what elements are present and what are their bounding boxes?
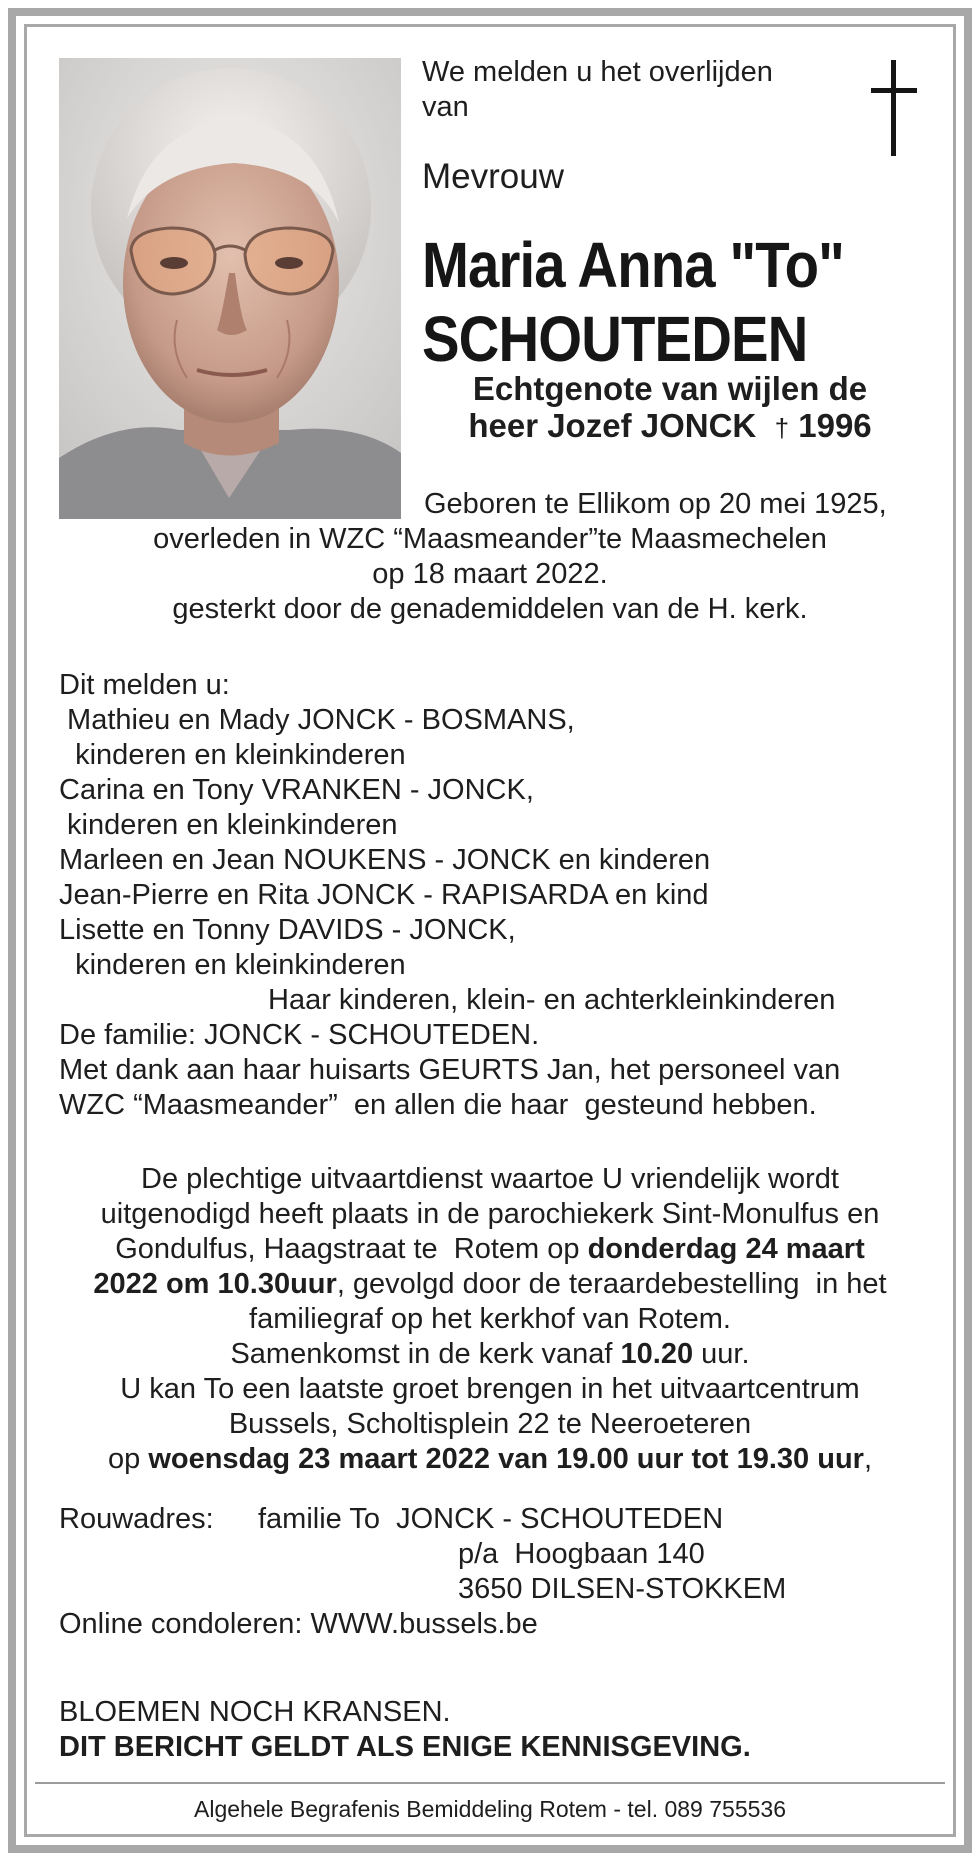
name-last: SCHOUTEDEN [422, 303, 808, 375]
footer-divider [35, 1782, 945, 1784]
meeting-time: 10.20 [620, 1338, 694, 1370]
sacraments-line: gesterkt door de genademiddelen van de H. kerk. [172, 593, 808, 625]
spouse-info [430, 370, 910, 447]
spouse-line-1: Echtgenote van wijlen de [472, 370, 868, 407]
spouse-death-year: 1996 [798, 407, 872, 444]
farewell-prefix: op [107, 1443, 149, 1475]
address-line-2: p/a Hoogbaan 140 [458, 1538, 705, 1570]
family-line: kinderen en kleinkinderen [59, 809, 398, 841]
meeting-line [55, 1337, 925, 1372]
address-label: Rouwadres: [59, 1503, 214, 1535]
portrait-illustration [59, 58, 401, 519]
birth-line: Geboren te Ellikom op 20 mei 1925, [424, 488, 887, 520]
farewell-datetime: woensdag 23 maart 2022 van 19.00 uur tot 19.30 uur [148, 1443, 864, 1475]
address-line-1: familie To JONCK - SCHOUTEDEN [258, 1503, 724, 1535]
footer-text: Algehele Begrafenis Bemiddeling Rotem - tel. 089 755536 [194, 1796, 786, 1822]
family-line: Carina en Tony VRANKEN - JONCK, [59, 774, 534, 806]
portrait-photo [59, 58, 401, 519]
farewell-line-3 [55, 1442, 925, 1477]
service-burial: , gevolgd door de teraardebestelling in het [336, 1268, 887, 1300]
service-line-4 [55, 1267, 925, 1302]
meeting-text: Samenkomst in de kerk vanaf [230, 1338, 621, 1370]
deceased-name [422, 228, 844, 376]
service-place: Gondulfus, Haagstraat te Rotem op [115, 1233, 588, 1265]
thanks-line-2: WZC “Maasmeander” en allen die haar gesteund hebben. [59, 1089, 817, 1121]
farewell-line-2: Bussels, Scholtisplein 22 te Neeroeteren [228, 1408, 752, 1440]
grandchildren-line: Haar kinderen, klein- en achterkleinkinderen [268, 984, 836, 1016]
family-line: Lisette en Tonny DAVIDS - JONCK, [59, 914, 516, 946]
spouse-name: heer Jozef JONCK [468, 407, 757, 444]
address-line-3: 3650 DILSEN-STOKKEM [458, 1573, 787, 1605]
family-line: kinderen en kleinkinderen [59, 739, 406, 771]
farewell-suffix: , [863, 1443, 873, 1475]
farewell-line-1: U kan To een laatste groet brengen in het uitvaartcentrum [120, 1373, 860, 1405]
title-mevrouw: Mevrouw [422, 157, 564, 196]
flowers-note: BLOEMEN NOCH KRANSEN. [59, 1696, 451, 1728]
spouse-line-2 [430, 407, 910, 447]
family-line: Mathieu en Mady JONCK - BOSMANS, [59, 704, 575, 736]
family-line: kinderen en kleinkinderen [59, 949, 406, 981]
family-name-line: De familie: JONCK - SCHOUTEDEN. [59, 1019, 540, 1051]
meeting-suffix: uur. [693, 1338, 750, 1370]
service-line-3 [55, 1232, 925, 1267]
name-first: Maria Anna "To" [422, 229, 844, 301]
service-time: 2022 om 10.30uur [93, 1268, 337, 1300]
service-line-5: familiegraf op het kerkhof van Rotem. [249, 1303, 731, 1335]
online-condolences: Online condoleren: WWW.bussels.be [59, 1608, 538, 1640]
notice-line: DIT BERICHT GELDT ALS ENIGE KENNISGEVING. [59, 1731, 751, 1763]
family-line: Jean-Pierre en Rita JONCK - RAPISARDA en kind [59, 879, 709, 911]
family-heading: Dit melden u: [59, 669, 230, 701]
thanks-line-1: Met dank aan haar huisarts GEURTS Jan, het personeel van [59, 1054, 841, 1086]
cross-icon [865, 60, 925, 156]
death-line-2: op 18 maart 2022. [372, 558, 608, 590]
service-line-2: uitgenodigd heeft plaats in de parochiekerk Sint-Monulfus en [100, 1198, 880, 1230]
intro-text: We melden u het overlijden van [422, 56, 773, 123]
family-line: Marleen en Jean NOUKENS - JONCK en kinderen [59, 844, 711, 876]
service-date: donderdag 24 maart [587, 1233, 865, 1265]
service-line-1: De plechtige uitvaartdienst waartoe U vriendelijk wordt [141, 1163, 839, 1195]
spouse-cross-glyph: † [774, 413, 790, 443]
death-line-1: overleden in WZC “Maasmeander”te Maasmechelen [153, 523, 827, 555]
